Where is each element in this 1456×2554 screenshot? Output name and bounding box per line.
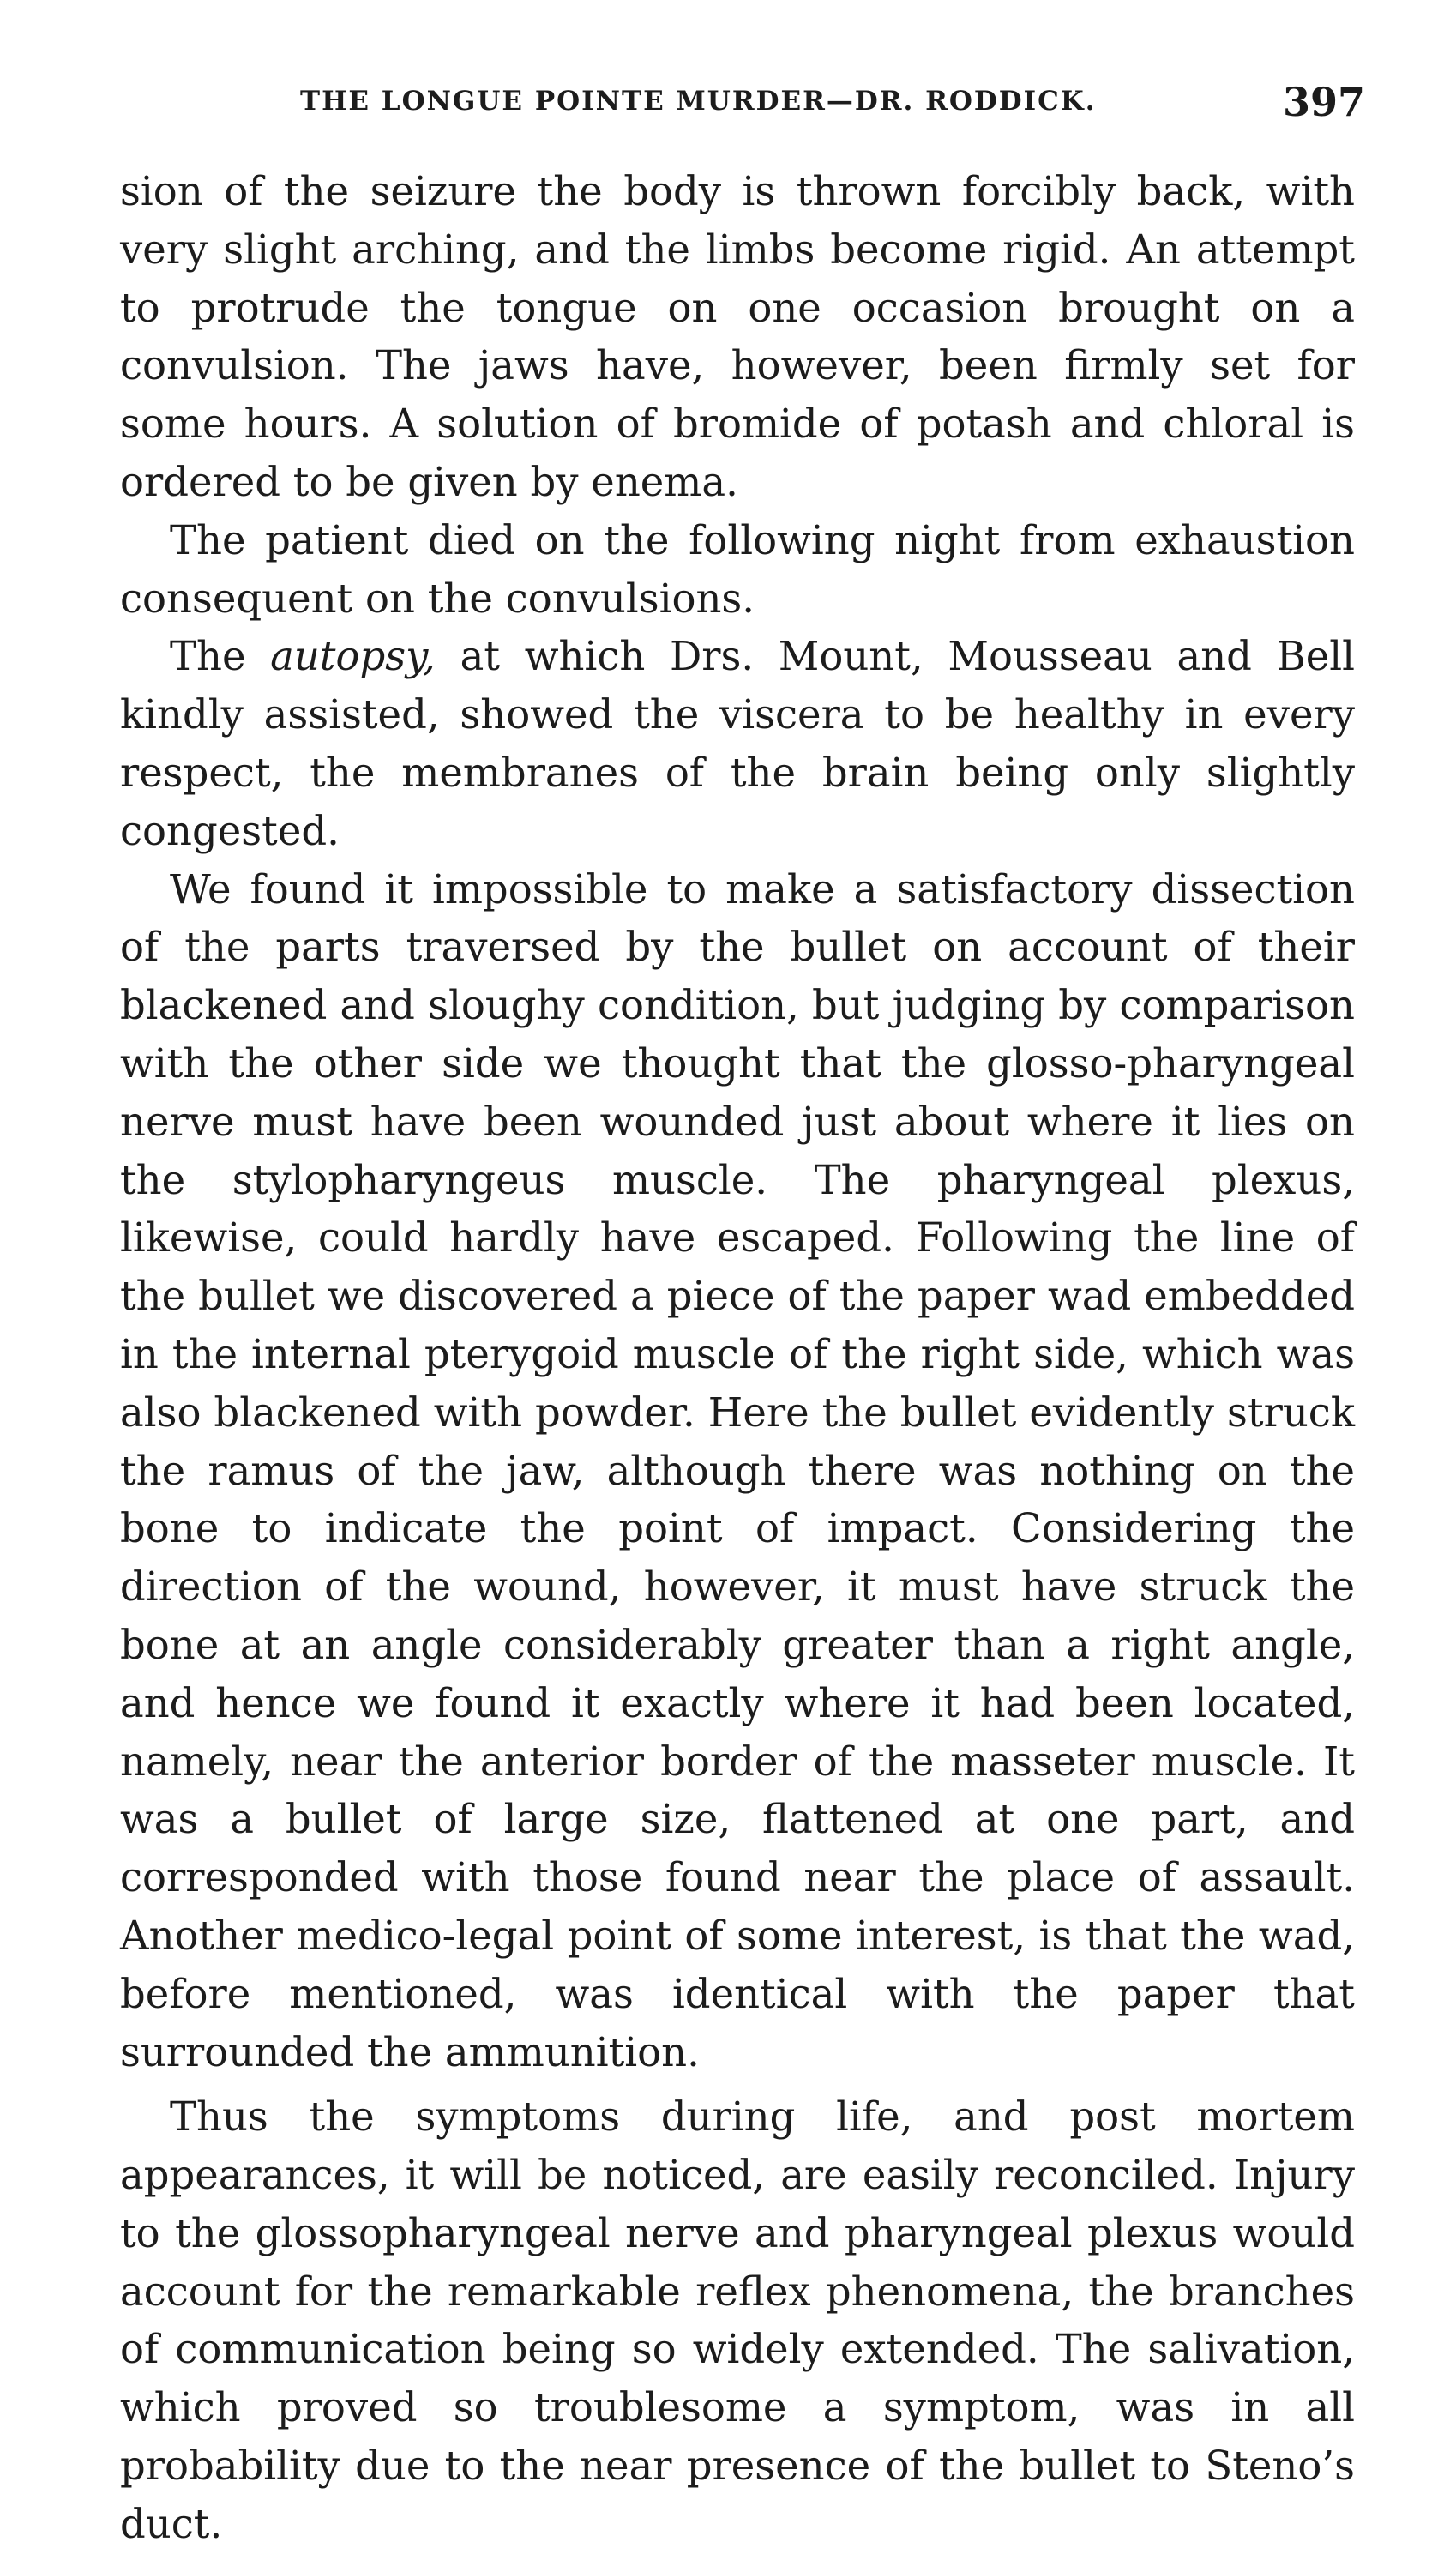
paragraph-5: Thus the symptoms during life, and post mortem appearances, it will be noticed, are easily reconciled. Injury to the glossopharyngeal nerve and pharyngeal plexus would account for the remarkable reflex phenomena, the branches of communication being so widely extended. The salivation, which proved so troublesome a symptom, was in all probability due to the near presence of the bullet to Steno’s duct. <box>120 2093 1355 2547</box>
paragraph-3-rest: at which Drs. Mount, Mousseau and Bell kindly assisted, showed the viscera to be healthy in every respect, the membranes of the brain being only slightly congested. <box>120 633 1355 854</box>
paragraph-4: We found it impossible to make a satisfactory dissection of the parts traversed by the bullet on account of their blackened and sloughy condition, but judging by comparison with the other side we thought that the glosso-pharyngeal nerve must have been wounded just about where it lies on the stylopharyngeus muscle. The pharyngeal plexus, likewise, could hardly have escaped. Following the line of the bullet we discovered a piece of the paper wad embedded in the internal pterygoid muscle of the right side, which was also blackened with powder. Here the bullet evidently struck the ramus of the jaw, although there was nothing on the bone to indicate the point of impact. Considering the direction of the wound, however, it must have struck the bone at an angle considerably greater than a right angle, and hence we found it exactly where it had been located, namely, near the anterior border of the masseter muscle. It was a bullet of large size, flattened at one part, and corresponded with those found near the place of assault. Another medico-legal point of some interest, is that the wad, before mentioned, was identical with the paper that surrounded the ammunition. <box>120 865 1355 2075</box>
page-number: 397 <box>1282 79 1365 125</box>
paragraph-1: sion of the seizure the body is thrown forcibly back, with very slight arching, and the limbs become rigid. An attempt to protrude the tongue on one occasion brought on a convulsion. The jaws have, however, been firmly set for some hours. A solution of bromide of potash and chloral is ordered to be given by enema. <box>120 168 1355 505</box>
autopsy-italic-term: autopsy, <box>270 633 436 680</box>
running-title: THE LONGUE POINTE MURDER—DR. RODDICK. <box>300 86 1097 117</box>
running-head <box>120 79 1389 130</box>
paragraph-3-lead: The <box>170 633 271 680</box>
paragraph-3 <box>120 628 1355 860</box>
body-text <box>120 163 1355 2554</box>
paragraph-2: The patient died on the following night from exhaustion consequent on the convulsions. <box>120 516 1355 622</box>
